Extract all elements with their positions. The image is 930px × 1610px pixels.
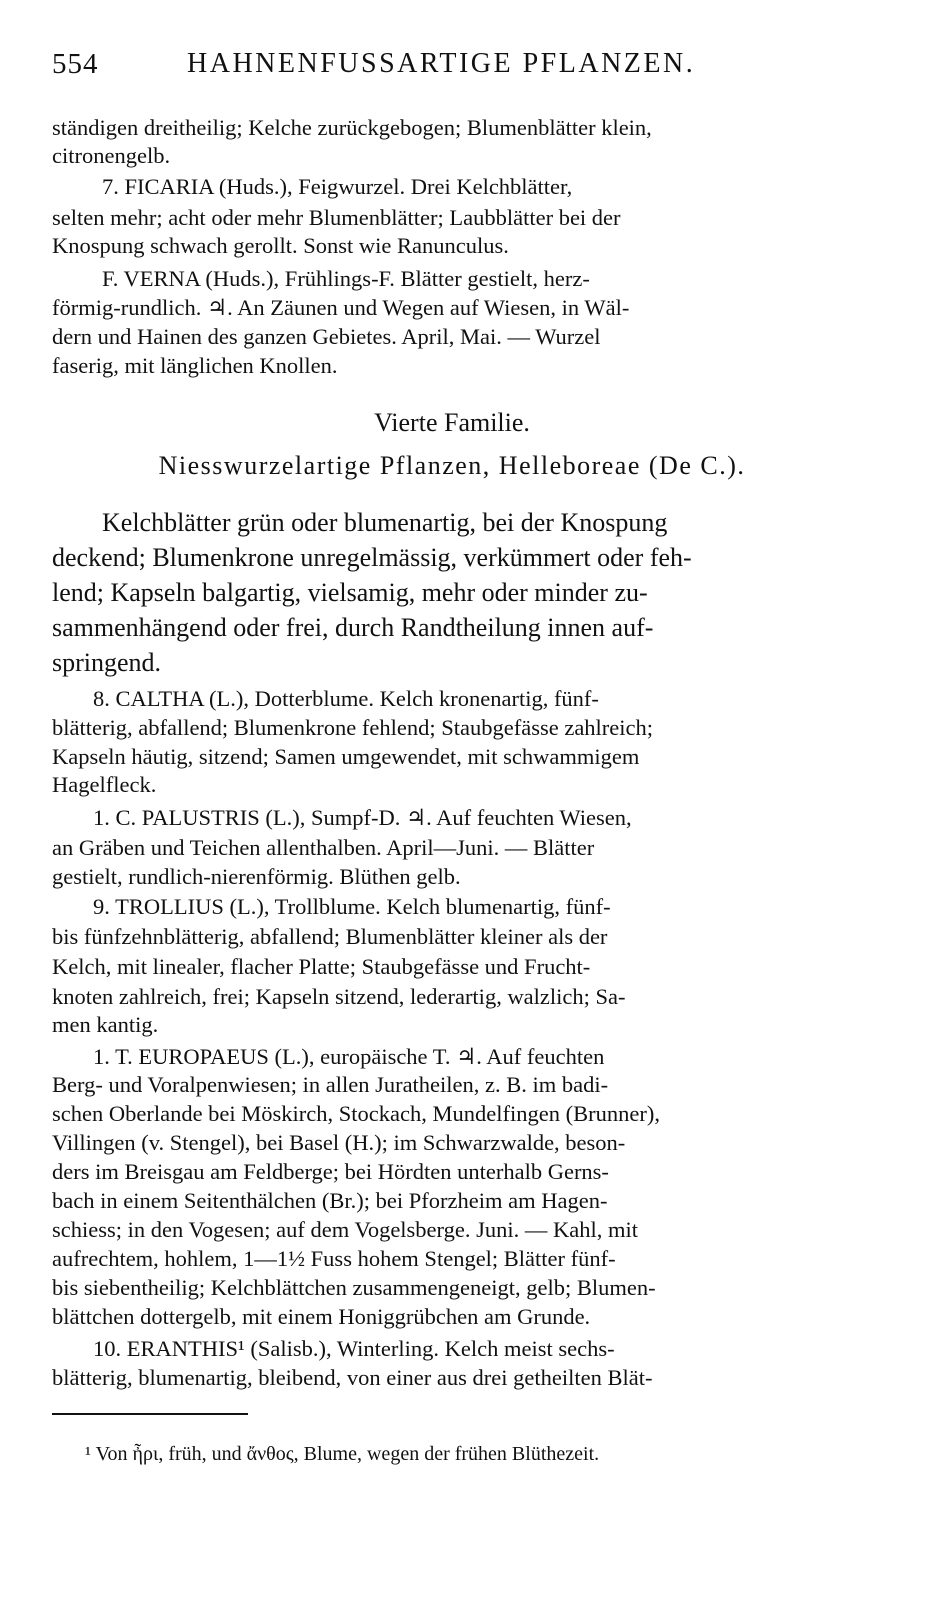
intro-line: sammenhängend oder frei, durch Randtheilung innen auf-: [52, 613, 654, 642]
text-line: citronengelb.: [52, 143, 171, 168]
text-line: bis siebentheilig; Kelchblättchen zusammengeneigt, gelb; Blumen-: [52, 1275, 656, 1300]
text-line: men kantig.: [52, 1012, 159, 1037]
text-line: knoten zahlreich, frei; Kapseln sitzend, lederartig, walzlich; Sa-: [52, 984, 626, 1009]
text-line: Villingen (v. Stengel), bei Basel (H.); im Schwarzwalde, beson-: [52, 1130, 626, 1155]
text-line: an Gräben und Teichen allenthalben. April—Juni. — Blätter: [52, 835, 595, 860]
text-line: aufrechtem, hohlem, 1—1½ Fuss hohem Stengel; Blätter fünf-: [52, 1246, 616, 1271]
footnote: ¹ Von ἦρι, früh, und ἄνθος, Blume, wegen der frühen Blüthezeit.: [85, 1443, 600, 1465]
species-heading-palustris: 1. C. PALUSTRIS (L.), Sumpf-D. ♃. Auf feuchten Wiesen,: [93, 805, 632, 830]
page-number: 554: [52, 48, 99, 80]
intro-line: Kelchblätter grün oder blumenartig, bei der Knospung: [102, 508, 668, 537]
text-line: Berg- und Voralpenwiesen; in allen Juratheilen, z. B. im badi-: [52, 1072, 609, 1097]
running-title: HAHNENFUSSARTIGE PFLANZEN.: [187, 48, 696, 79]
text-line: schen Oberlande bei Möskirch, Stockach, Mundelfingen (Brunner),: [52, 1101, 660, 1126]
intro-line: springend.: [52, 648, 162, 677]
text-line: schiess; in den Vogesen; auf dem Vogelsberge. Juni. — Kahl, mit: [52, 1217, 638, 1242]
text-line: förmig-rundlich. ♃. An Zäunen und Wegen auf Wiesen, in Wäl-: [52, 295, 630, 320]
text-line: bis fünfzehnblätterig, abfallend; Blumenblätter kleiner als der: [52, 924, 608, 949]
text-line: blätterig, blumenartig, bleibend, von einer aus drei getheilten Blät-: [52, 1365, 653, 1390]
species-heading-verna: F. VERNA (Huds.), Frühlings-F. Blätter gestielt, herz-: [102, 266, 590, 291]
text-line: dern und Hainen des ganzen Gebietes. April, Mai. — Wurzel: [52, 324, 601, 349]
text-line: ders im Breisgau am Feldberge; bei Hördten unterhalb Gerns-: [52, 1159, 609, 1184]
text-line: Hagelfleck.: [52, 772, 157, 797]
text-line: blättchen dottergelb, mit einem Honiggrübchen am Grunde.: [52, 1304, 591, 1329]
text-line: bach in einem Seitenthälchen (Br.); bei Pforzheim am Hagen-: [52, 1188, 608, 1213]
text-line: faserig, mit länglichen Knollen.: [52, 353, 338, 378]
footnote-rule: [52, 1413, 248, 1415]
family-name: Niesswurzelartige Pflanzen, Helleboreae (De C.).: [158, 451, 746, 480]
text-line: Knospung schwach gerollt. Sonst wie Ranunculus.: [52, 233, 509, 258]
genus-heading-ficaria: 7. FICARIA (Huds.), Feigwurzel. Drei Kelchblätter,: [102, 174, 573, 199]
text-line: Kelch, mit linealer, flacher Platte; Staubgefässe und Frucht-: [52, 954, 591, 979]
intro-line: lend; Kapseln balgartig, vielsamig, mehr oder minder zu-: [52, 578, 648, 607]
genus-heading-caltha: 8. CALTHA (L.), Dotterblume. Kelch kronenartig, fünf-: [93, 686, 599, 711]
genus-heading-eranthis: 10. ERANTHIS¹ (Salisb.), Winterling. Kelch meist sechs-: [93, 1336, 615, 1361]
text-line: Kapseln häutig, sitzend; Samen umgewendet, mit schwammigem: [52, 744, 640, 769]
text-line: ständigen dreitheilig; Kelche zurückgebogen; Blumenblätter klein,: [52, 115, 652, 140]
text-line: selten mehr; acht oder mehr Blumenblätter; Laubblätter bei der: [52, 205, 621, 230]
species-heading-europaeus: 1. T. EUROPAEUS (L.), europäische T. ♃. Auf feuchten: [93, 1044, 605, 1069]
page-header: [52, 48, 872, 88]
text-line: blätterig, abfallend; Blumenkrone fehlend; Staubgefässe zahlreich;: [52, 715, 654, 740]
family-title: Vierte Familie.: [374, 408, 530, 437]
intro-line: deckend; Blumenkrone unregelmässig, verkümmert oder feh-: [52, 543, 692, 572]
genus-heading-trollius: 9. TROLLIUS (L.), Trollblume. Kelch blumenartig, fünf-: [93, 894, 611, 919]
text-line: gestielt, rundlich-nierenförmig. Blüthen gelb.: [52, 864, 461, 889]
